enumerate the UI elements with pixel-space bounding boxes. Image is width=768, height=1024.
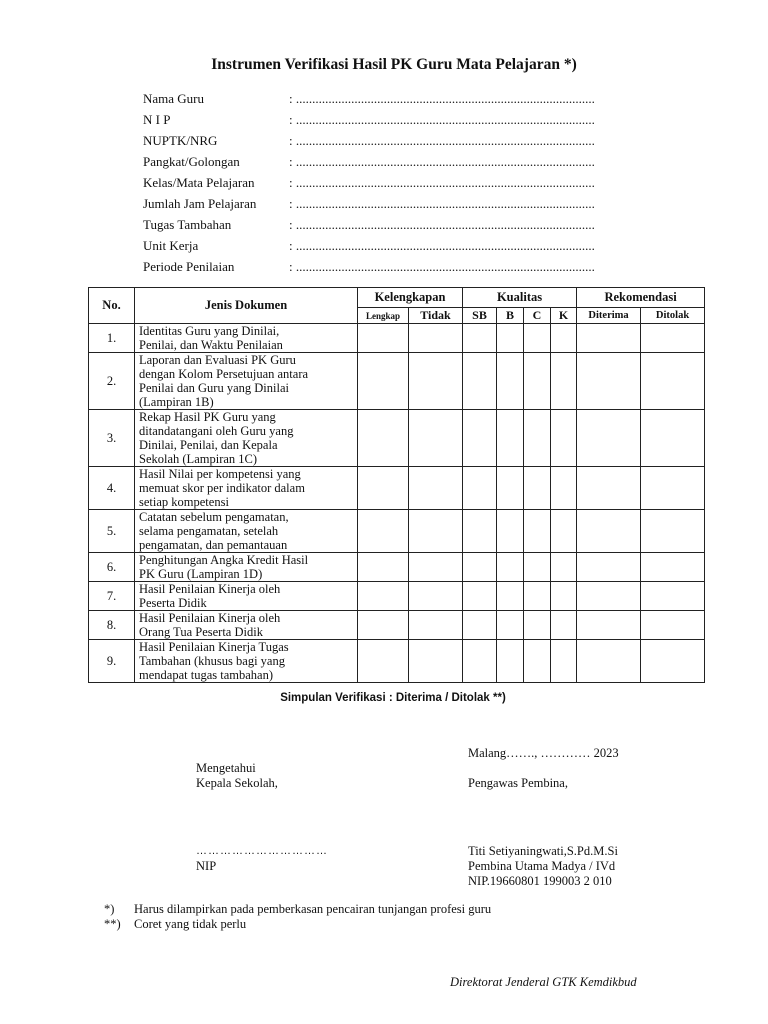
- document-name-line: Hasil Penilaian Kinerja Tugas: [139, 640, 289, 654]
- row-number: 2.: [89, 353, 135, 410]
- cell-tidak[interactable]: [409, 324, 463, 353]
- cell-ditolak[interactable]: [641, 640, 705, 683]
- cell-c[interactable]: [524, 510, 551, 553]
- document-name-line: selama pengamatan, setelah: [139, 524, 279, 538]
- cell-lengkap[interactable]: [358, 611, 409, 640]
- cell-diterima[interactable]: [577, 353, 641, 410]
- kepala-sekolah-label: Kepala Sekolah,: [196, 776, 278, 790]
- cell-ditolak[interactable]: [641, 510, 705, 553]
- cell-tidak[interactable]: [409, 467, 463, 510]
- document-name-line: Dinilai, Penilai, dan Kepala: [139, 438, 278, 452]
- table-row: [89, 640, 705, 683]
- document-name-line: Hasil Penilaian Kinerja oleh: [139, 582, 281, 596]
- cell-diterima[interactable]: [577, 410, 641, 467]
- field-label: Tugas Tambahan: [143, 216, 232, 232]
- row-document-name: [135, 467, 358, 510]
- document-name-line: mendapat tugas tambahan): [139, 668, 273, 682]
- cell-b[interactable]: [497, 510, 524, 553]
- field-row: [143, 151, 641, 172]
- cell-sb[interactable]: [463, 353, 497, 410]
- document-name-line: PK Guru (Lampiran 1D): [139, 567, 263, 581]
- row-document-name: [135, 553, 358, 582]
- cell-sb[interactable]: [463, 324, 497, 353]
- document-name-line: pengamatan, dan pemantauan: [139, 538, 288, 552]
- cell-ditolak[interactable]: [641, 353, 705, 410]
- row-number: 1.: [89, 324, 135, 353]
- pengawas-name: Titi Setiyaningwati,S.Pd.M.Si: [468, 844, 618, 858]
- field-label: NUPTK/NRG: [143, 132, 218, 148]
- header-c: C: [524, 308, 551, 324]
- document-name-line: Penghitungan Angka Kredit Hasil: [139, 553, 309, 567]
- cell-tidak[interactable]: [409, 611, 463, 640]
- field-label: Jumlah Jam Pelajaran: [143, 195, 257, 211]
- field-row: [143, 130, 641, 151]
- field-value: : ............................................................................................: [289, 90, 595, 106]
- document-name-line: Identitas Guru yang Dinilai,: [139, 324, 280, 338]
- document-name-line: ditandatangani oleh Guru yang: [139, 424, 294, 438]
- cell-tidak[interactable]: [409, 640, 463, 683]
- footnotes: [104, 902, 491, 932]
- header-jenis-dokumen: Jenis Dokumen: [135, 288, 358, 324]
- footnote-text: Harus dilampirkan pada pemberkasan pencairan tunjangan profesi guru: [134, 902, 492, 916]
- cell-c[interactable]: [524, 553, 551, 582]
- cell-sb[interactable]: [463, 582, 497, 611]
- header-no: No.: [89, 288, 135, 324]
- cell-tidak[interactable]: [409, 510, 463, 553]
- cell-c[interactable]: [524, 611, 551, 640]
- table-row: [89, 510, 705, 553]
- footnote: [104, 902, 491, 917]
- field-row: [143, 193, 641, 214]
- cell-sb[interactable]: [463, 510, 497, 553]
- cell-ditolak[interactable]: [641, 611, 705, 640]
- row-number: 3.: [89, 410, 135, 467]
- cell-c[interactable]: [524, 410, 551, 467]
- document-name-line: Orang Tua Peserta Didik: [139, 625, 263, 639]
- footer-text: Direktorat Jenderal GTK Kemdikbud: [450, 975, 637, 989]
- kepala-name-placeholder: ……………………………: [196, 845, 328, 857]
- table-row: [89, 611, 705, 640]
- field-value: : ............................................................................................: [289, 132, 595, 148]
- field-row: [143, 214, 641, 235]
- cell-tidak[interactable]: [409, 410, 463, 467]
- row-number: 8.: [89, 611, 135, 640]
- cell-sb[interactable]: [463, 410, 497, 467]
- cell-k[interactable]: [551, 410, 577, 467]
- cell-tidak[interactable]: [409, 553, 463, 582]
- row-number: 9.: [89, 640, 135, 683]
- field-value: : ............................................................................................: [289, 258, 595, 274]
- cell-c[interactable]: [524, 353, 551, 410]
- header-kualitas: Kualitas: [463, 288, 577, 308]
- field-row: [143, 88, 641, 109]
- place-date: Malang……., ………… 2023: [468, 746, 619, 760]
- document-title: Instrumen Verifikasi Hasil PK Guru Mata Pelajaran *): [211, 56, 577, 73]
- field-label: Nama Guru: [143, 90, 205, 106]
- kepala-nip: NIP: [196, 859, 217, 873]
- header-lengkap: Lengkap: [358, 308, 409, 324]
- cell-tidak[interactable]: [409, 582, 463, 611]
- field-row: [143, 256, 641, 277]
- cell-k[interactable]: [551, 611, 577, 640]
- cell-diterima[interactable]: [577, 553, 641, 582]
- cell-k[interactable]: [551, 467, 577, 510]
- cell-lengkap[interactable]: [358, 510, 409, 553]
- cell-lengkap[interactable]: [358, 324, 409, 353]
- cell-diterima[interactable]: [577, 611, 641, 640]
- cell-c[interactable]: [524, 467, 551, 510]
- field-value: : ............................................................................................: [289, 174, 595, 190]
- document-name-line: Hasil Nilai per kompetensi yang: [139, 467, 301, 481]
- pengawas-pembina-label: Pengawas Pembina,: [468, 776, 568, 790]
- field-value: : ............................................................................................: [289, 153, 595, 169]
- row-document-name: [135, 582, 358, 611]
- field-row: [143, 172, 641, 193]
- field-row: [143, 235, 641, 256]
- cell-diterima[interactable]: [577, 640, 641, 683]
- footnote-mark: **): [104, 917, 121, 931]
- document-name-line: Penilai dan Guru yang Dinilai: [139, 381, 289, 395]
- footnote-text: Coret yang tidak perlu: [134, 917, 247, 931]
- pengawas-nip: NIP.19660801 199003 2 010: [468, 874, 612, 888]
- header-tidak: Tidak: [409, 308, 463, 324]
- cell-lengkap[interactable]: [358, 353, 409, 410]
- cell-ditolak[interactable]: [641, 582, 705, 611]
- table-row: [89, 467, 705, 510]
- document-name-line: Sekolah (Lampiran 1C): [139, 452, 258, 466]
- header-diterima: Diterima: [577, 308, 641, 324]
- pengawas-rank: Pembina Utama Madya / IVd: [468, 859, 616, 873]
- table-row: [89, 410, 705, 467]
- cell-sb[interactable]: [463, 640, 497, 683]
- table-row: [89, 324, 705, 353]
- document-name-line: Tambahan (khusus bagi yang: [139, 654, 285, 668]
- cell-b[interactable]: [497, 611, 524, 640]
- document-name-line: dengan Kolom Persetujuan antara: [139, 367, 309, 381]
- header-k: K: [551, 308, 577, 324]
- cell-k[interactable]: [551, 582, 577, 611]
- cell-b[interactable]: [497, 353, 524, 410]
- cell-c[interactable]: [524, 582, 551, 611]
- document-name-line: Laporan dan Evaluasi PK Guru: [139, 353, 296, 367]
- field-label: Unit Kerja: [143, 237, 199, 253]
- table-row: [89, 582, 705, 611]
- cell-sb[interactable]: [463, 611, 497, 640]
- row-document-name: [135, 410, 358, 467]
- footnote-mark: *): [104, 902, 115, 916]
- footnote: [104, 917, 491, 932]
- document-name-line: Hasil Penilaian Kinerja oleh: [139, 611, 281, 625]
- cell-tidak[interactable]: [409, 353, 463, 410]
- row-number: 4.: [89, 467, 135, 510]
- cell-diterima[interactable]: [577, 324, 641, 353]
- field-label: Pangkat/Golongan: [143, 153, 240, 169]
- row-document-name: [135, 353, 358, 410]
- cell-b[interactable]: [497, 324, 524, 353]
- row-number: 5.: [89, 510, 135, 553]
- field-value: : ............................................................................................: [289, 111, 595, 127]
- cell-c[interactable]: [524, 640, 551, 683]
- cell-b[interactable]: [497, 582, 524, 611]
- cell-ditolak[interactable]: [641, 410, 705, 467]
- header-b: B: [497, 308, 524, 324]
- field-label: N I P: [143, 111, 171, 127]
- header-ditolak: Ditolak: [641, 308, 705, 324]
- verification-table: [88, 287, 705, 683]
- field-value: : ............................................................................................: [289, 216, 595, 232]
- table-body: [89, 324, 705, 683]
- cell-lengkap[interactable]: [358, 582, 409, 611]
- verification-conclusion: Simpulan Verifikasi : Diterima / Ditolak **): [280, 692, 506, 704]
- cell-b[interactable]: [497, 553, 524, 582]
- identity-fields: [143, 88, 641, 277]
- cell-k[interactable]: [551, 353, 577, 410]
- document-name-line: Catatan sebelum pengamatan,: [139, 510, 289, 524]
- cell-sb[interactable]: [463, 467, 497, 510]
- row-number: 7.: [89, 582, 135, 611]
- header-sb: SB: [463, 308, 497, 324]
- cell-diterima[interactable]: [577, 582, 641, 611]
- cell-b[interactable]: [497, 467, 524, 510]
- cell-lengkap[interactable]: [358, 553, 409, 582]
- cell-lengkap[interactable]: [358, 640, 409, 683]
- table-row: [89, 353, 705, 410]
- document-name-line: memuat skor per indikator dalam: [139, 481, 305, 495]
- row-document-name: [135, 510, 358, 553]
- row-document-name: [135, 611, 358, 640]
- header-rekomendasi: Rekomendasi: [577, 288, 705, 308]
- table-row: [89, 553, 705, 582]
- cell-lengkap[interactable]: [358, 410, 409, 467]
- cell-ditolak[interactable]: [641, 324, 705, 353]
- field-value: : ............................................................................................: [289, 195, 595, 211]
- document-name-line: Peserta Didik: [139, 596, 207, 610]
- mengetahui-label: Mengetahui: [196, 761, 256, 775]
- row-number: 6.: [89, 553, 135, 582]
- cell-lengkap[interactable]: [358, 467, 409, 510]
- row-document-name: [135, 640, 358, 683]
- cell-ditolak[interactable]: [641, 553, 705, 582]
- cell-sb[interactable]: [463, 553, 497, 582]
- cell-b[interactable]: [497, 640, 524, 683]
- field-label: Periode Penilaian: [143, 258, 235, 274]
- cell-c[interactable]: [524, 324, 551, 353]
- document-name-line: setiap kompetensi: [139, 495, 229, 509]
- cell-k[interactable]: [551, 510, 577, 553]
- document-name-line: (Lampiran 1B): [139, 395, 214, 409]
- field-label: Kelas/Mata Pelajaran: [143, 174, 255, 190]
- cell-diterima[interactable]: [577, 510, 641, 553]
- document-name-line: Penilai, dan Waktu Penilaian: [139, 338, 283, 352]
- cell-k[interactable]: [551, 324, 577, 353]
- cell-k[interactable]: [551, 553, 577, 582]
- cell-k[interactable]: [551, 640, 577, 683]
- field-row: [143, 109, 641, 130]
- document-name-line: Rekap Hasil PK Guru yang: [139, 410, 276, 424]
- cell-diterima[interactable]: [577, 467, 641, 510]
- cell-ditolak[interactable]: [641, 467, 705, 510]
- cell-b[interactable]: [497, 410, 524, 467]
- field-value: : ............................................................................................: [289, 237, 595, 253]
- header-kelengkapan: Kelengkapan: [358, 288, 463, 308]
- row-document-name: [135, 324, 358, 353]
